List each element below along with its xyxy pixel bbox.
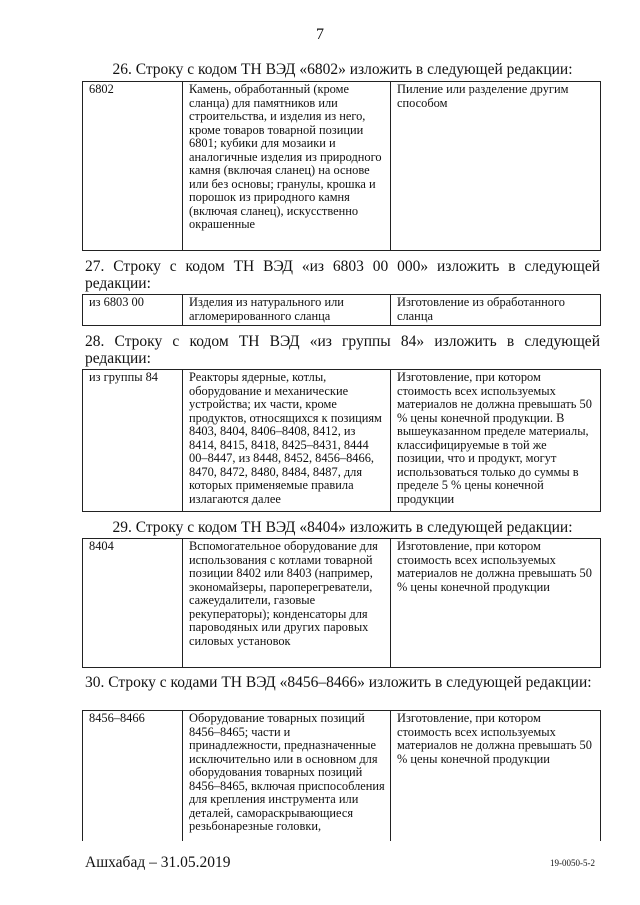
footer-doc-code: 19-0050-5-2 bbox=[550, 858, 595, 868]
table-row bbox=[83, 711, 601, 842]
origin-condition: Изготовление из обработанного сланца bbox=[391, 295, 601, 326]
section-26-table bbox=[82, 81, 601, 251]
table-row bbox=[83, 295, 601, 326]
section-28-heading: 28. Строку с кодом ТН ВЭД «из группы 84» изложить в следующей редакции: bbox=[85, 333, 600, 367]
footer-place-date: Ашхабад – 31.05.2019 bbox=[85, 854, 231, 871]
product-description: Камень, обработанный (кроме сланца) для памятников или строительства, и изделия из него, кроме товаров товарной позиции 6801; кубики для мозаики и аналогичные изделия из природного камня (включая сланец) на основе или без основы; гранулы, крошка и порошок из природного камня (включая сланец), искусственно окрашенные bbox=[183, 82, 391, 251]
product-code: из группы 84 bbox=[83, 370, 183, 512]
section-30-table bbox=[82, 710, 601, 841]
table-row bbox=[83, 370, 601, 512]
table-row bbox=[83, 82, 601, 251]
product-code: 8456–8466 bbox=[83, 711, 183, 842]
section-29-table bbox=[82, 538, 601, 668]
section-26-heading: 26. Строку с кодом ТН ВЭД «6802» изложить в следующей редакции: bbox=[112, 61, 573, 78]
section-27-table bbox=[82, 294, 601, 326]
table-row bbox=[83, 539, 601, 668]
section-30-heading: 30. Строку с кодами ТН ВЭД «8456–8466» изложить в следующей редакции: bbox=[85, 674, 592, 691]
page-number: 7 bbox=[316, 26, 324, 43]
origin-condition: Изготовление, при котором стоимость всех используемых материалов не должна превышать 50 % цены конечной продукции bbox=[391, 539, 601, 668]
product-code: 6802 bbox=[83, 82, 183, 251]
product-description: Оборудование товарных позиций 8456–8465; части и принадлежности, предназначенные исключительно или в основном для оборудования товарных позиций 8456–8465, включая приспособления для крепления инструмента или деталей, самораскрывающиеся резьбонарезные головки, bbox=[183, 711, 391, 842]
section-27-heading: 27. Строку с кодом ТН ВЭД «из 6803 00 000» изложить в следующей редакции: bbox=[85, 258, 600, 292]
product-description: Вспомогательное оборудование для использования с котлами товарной позиции 8402 или 8403 (например, экономайзеры, пароперегреватели, сажеудалители, газовые рекуператоры); конденсаторы для пароводяных или других паровых силовых установок bbox=[183, 539, 391, 668]
product-code: 8404 bbox=[83, 539, 183, 668]
product-code: из 6803 00 bbox=[83, 295, 183, 326]
product-description: Реакторы ядерные, котлы, оборудование и механические устройства; их части, кроме продуктов, относящихся к позициям 8403, 8404, 8406–8408, 8412, из 8414, 8415, 8418, 8425–8431, 8444 00–8447, из 8448, 8452, 8456–8466, 8470, 8472, 8480, 8484, 8487, для которых применяемые правила излагаются далее bbox=[183, 370, 391, 512]
section-28-table bbox=[82, 369, 601, 512]
origin-condition: Пиление или разделение другим способом bbox=[391, 82, 601, 251]
product-description: Изделия из натурального или агломерированного сланца bbox=[183, 295, 391, 326]
origin-condition: Изготовление, при котором стоимость всех используемых материалов не должна превышать 50 % цены конечной продукции. В вышеуказанном пределе материалы, классифицируемые в той же позиции, что и продукт, могут использоваться только до суммы в пределе 5 % цены конечной продукции bbox=[391, 370, 601, 512]
origin-condition: Изготовление, при котором стоимость всех используемых материалов не должна превышать 50 % цены конечной продукции bbox=[391, 711, 601, 842]
section-29-heading: 29. Строку с кодом ТН ВЭД «8404» изложить в следующей редакции: bbox=[112, 519, 573, 536]
